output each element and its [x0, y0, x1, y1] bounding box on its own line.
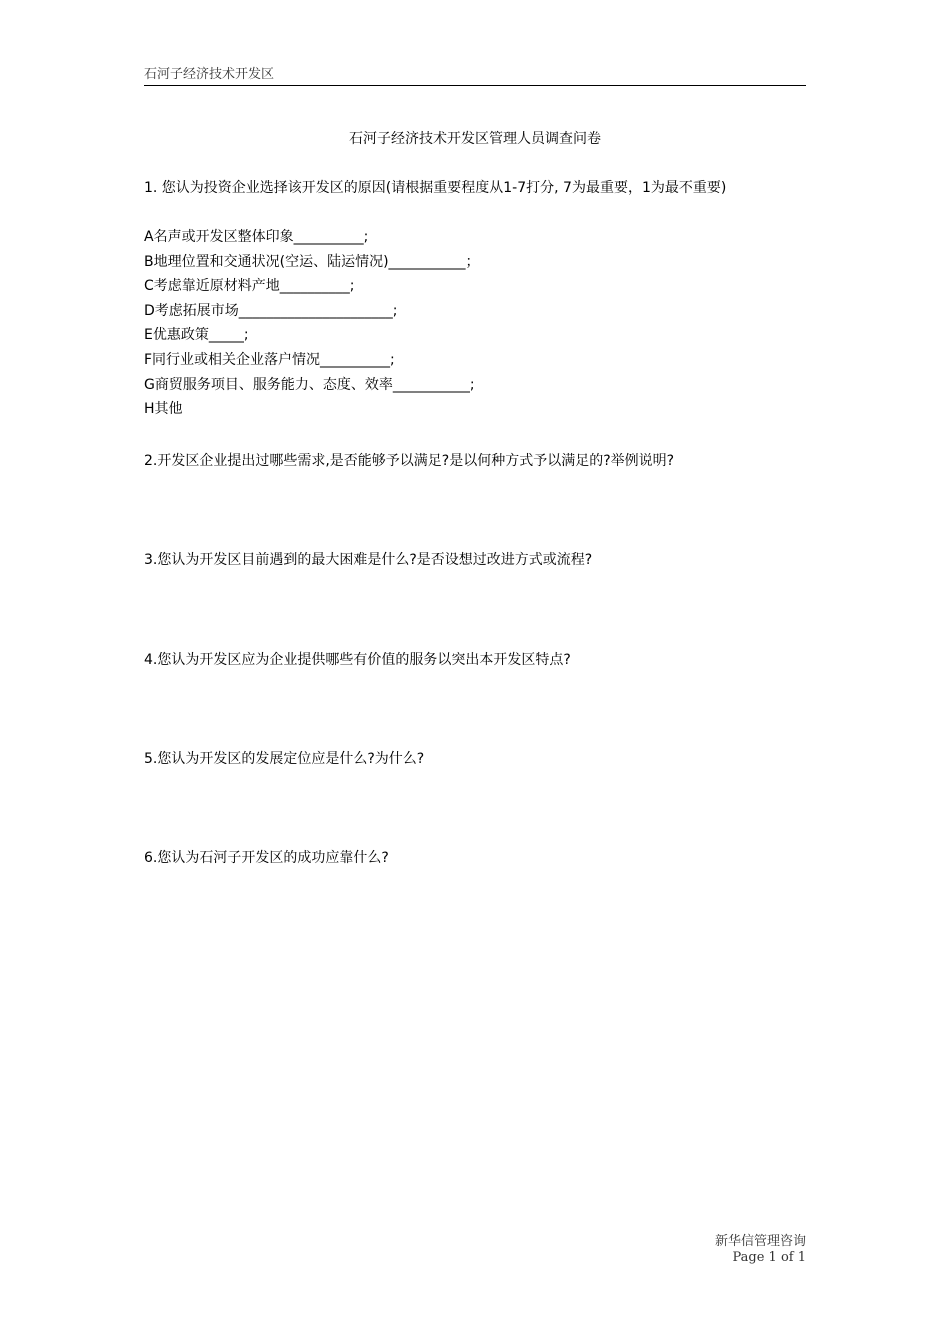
- question-1-option-a: A名声或开发区整体印象__________;: [144, 229, 369, 245]
- question-1-option-b: B地理位置和交通状况(空运、陆运情况)___________；: [144, 254, 480, 270]
- question-1-option-h: H其他: [144, 401, 183, 417]
- question-1-option-f: F同行业或相关企业落户情况__________;: [144, 352, 395, 368]
- footer-company: 新华信管理咨询: [714, 1234, 806, 1249]
- question-4: 4.您认为开发区应为企业提供哪些有价值的服务以突出本开发区特点?: [144, 652, 571, 668]
- question-2: 2.开发区企业提出过哪些需求,是否能够予以满足?是以何种方式予以满足的?举例说明?: [144, 453, 675, 469]
- question-6: 6.您认为石河子开发区的成功应靠什么?: [144, 850, 389, 866]
- question-1-option-d: D考虑拓展市场______________________;: [144, 303, 398, 319]
- question-3: 3.您认为开发区目前遇到的最大困难是什么?是否设想过改进方式或流程?: [144, 552, 593, 568]
- question-1-option-c: C考虑靠近原材料产地__________;: [144, 278, 355, 294]
- footer-page-number: Page 1 of 1: [732, 1250, 806, 1265]
- page-header: 石河子经济技术开发区: [144, 66, 806, 86]
- question-1-option-g: G商贸服务项目、服务能力、态度、效率___________;: [144, 377, 475, 393]
- question-1-option-e: E优惠政策_____;: [144, 327, 249, 343]
- question-5: 5.您认为开发区的发展定位应是什么?为什么?: [144, 751, 425, 767]
- document-title: 石河子经济技术开发区管理人员调查问卷: [349, 131, 601, 147]
- question-1-text: 1. 您认为投资企业选择该开发区的原因(请根据重要程度从1-7打分, 7为最重要，1为最不重要): [144, 180, 727, 196]
